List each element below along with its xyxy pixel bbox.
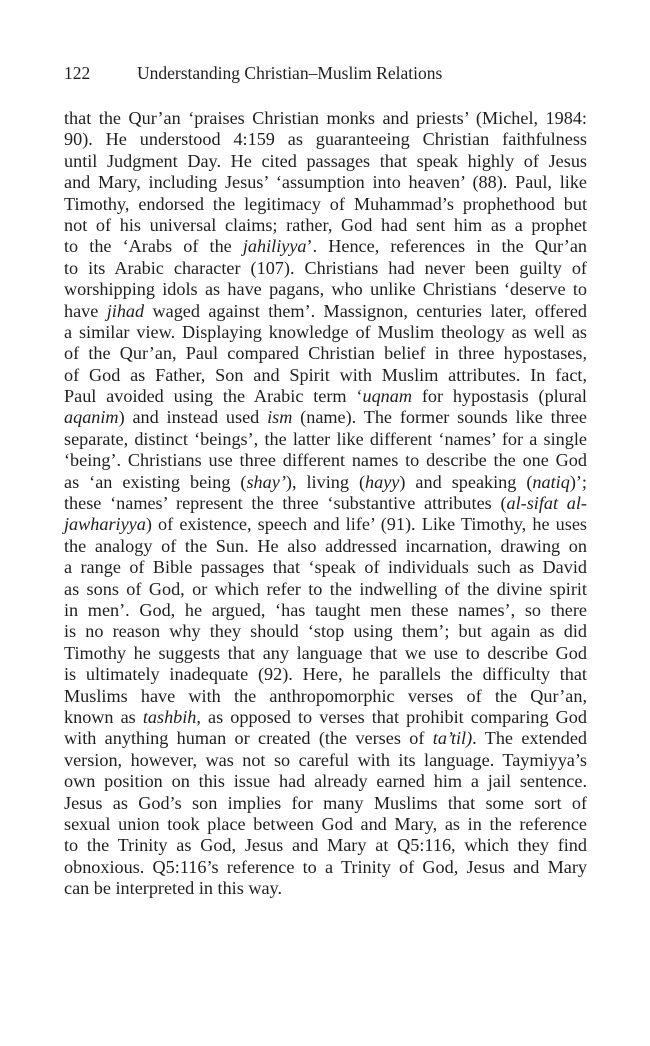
text-line: of the Qur’an, Paul compared Christian belief in three hypostases, xyxy=(64,343,587,364)
text-line: is no reason why they should ‘stop using them’; but again as did xyxy=(64,621,587,642)
text-line: separate, distinct ‘beings’, the latter like different ‘names’ for a single xyxy=(64,428,587,449)
text-line: known as tashbih, as opposed to verses that prohibit comparing God xyxy=(64,706,587,727)
text-line: own position on this issue had already earned him a jail sentence. xyxy=(64,771,587,792)
running-header xyxy=(64,63,442,83)
text-line: Jesus as God’s son implies for many Muslims that some sort of xyxy=(64,792,587,813)
text-line: as sons of God, or which refer to the indwelling of the divine spirit xyxy=(64,578,587,599)
text-line: not of his universal claims; rather, God had sent him as a prophet xyxy=(64,214,587,235)
text-line: can be interpreted in this way. xyxy=(64,878,283,899)
text-line: a range of Bible passages that ‘speak of individuals such as David xyxy=(64,557,587,578)
text-line: that the Qur’an ‘praises Christian monks and priests’ (Michel, 1984: xyxy=(64,108,587,128)
body-paragraph xyxy=(64,108,587,899)
text-line: ‘being’. Christians use three different names to describe the one God xyxy=(64,450,587,471)
text-line: with anything human or created (the verses of ta’til). The extended xyxy=(64,728,587,749)
text-line: sexual union took place between God and Mary, as in the reference xyxy=(64,813,587,834)
text-line: Muslims have with the anthropomorphic verses of the Qur’an, xyxy=(64,685,587,706)
text-line: aqanim) and instead used ism (name). The former sounds like three xyxy=(64,407,587,428)
text-line: to the ‘Arabs of the jahiliyya’. Hence, references in the Qur’an xyxy=(64,236,587,257)
text-line: have jihad waged against them’. Massignon, centuries later, offered xyxy=(64,300,587,321)
text-line: to the Trinity as God, Jesus and Mary at Q5:116, which they find xyxy=(64,835,587,856)
text-line: jawhariyya) of existence, speech and life’ (91). Like Timothy, he uses xyxy=(64,514,587,535)
text-line: Timothy he suggests that any language that we use to describe God xyxy=(64,642,587,663)
text-line: the analogy of the Sun. He also addressed incarnation, drawing on xyxy=(64,535,587,556)
text-line: a similar view. Displaying knowledge of Muslim theology as well as xyxy=(64,321,587,342)
text-line: obnoxious. Q5:116’s reference to a Trinity of God, Jesus and Mary xyxy=(64,856,587,877)
text-line: Timothy, endorsed the legitimacy of Muhammad’s prophethood but xyxy=(64,193,587,214)
text-line: is ultimately inadequate (92). Here, he parallels the difficulty that xyxy=(64,664,587,685)
text-line: in men’. God, he argued, ‘has taught men these names’, so there xyxy=(64,599,587,620)
text-line: worshipping idols as have pagans, who unlike Christians ‘deserve to xyxy=(64,279,587,300)
text-line: and Mary, including Jesus’ ‘assumption into heaven’ (88). Paul, like xyxy=(64,172,587,193)
text-line: of God as Father, Son and Spirit with Muslim attributes. In fact, xyxy=(64,364,587,385)
text-line: these ‘names’ represent the three ‘substantive attributes (al-sifat al- xyxy=(64,493,587,514)
page-number: 122 xyxy=(64,63,91,83)
text-line: Paul avoided using the Arabic term ‘uqnam for hypostasis (plural xyxy=(64,386,587,407)
text-line: until Judgment Day. He cited passages that speak highly of Jesus xyxy=(64,150,587,171)
text-line: version, however, was not so careful with its language. Taymiyya’s xyxy=(64,749,587,770)
running-title: Understanding Christian–Muslim Relations xyxy=(137,63,443,83)
text-line: 90). He understood 4:159 as guaranteeing Christian faithfulness xyxy=(64,129,587,150)
text-line: as ‘an existing being (shay’), living (hayy) and speaking (natiq)’; xyxy=(64,471,587,492)
text-line: to its Arabic character (107). Christians had never been guilty of xyxy=(64,257,587,278)
